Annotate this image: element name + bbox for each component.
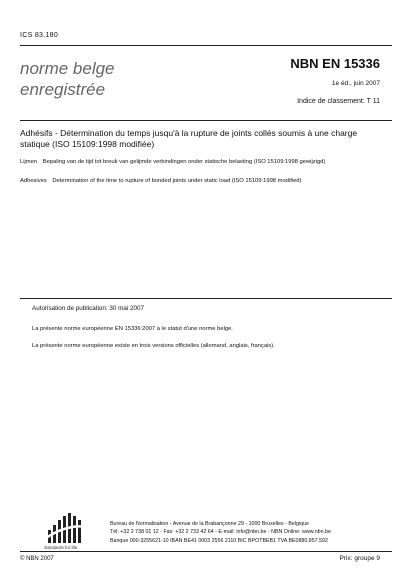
brand-line-1: norme belge	[20, 59, 115, 78]
dutch-label: Lijmen	[20, 159, 38, 165]
publication-authorization: Autorisation de publication: 30 mai 2007	[32, 305, 145, 312]
status-note: La présente norme européenne EN 15336:2007 a le statut d'une norme belge.	[32, 326, 233, 332]
top-divider	[20, 45, 392, 46]
price-group: Prix: groupe 9	[339, 555, 380, 562]
footer-divider	[20, 551, 392, 552]
edition-date: 1e éd., juin 2007	[331, 80, 380, 87]
copyright: © NBN 2007	[20, 556, 54, 562]
dutch-title	[20, 158, 380, 166]
nbn-logo-icon	[46, 510, 94, 544]
brand-title	[20, 58, 115, 100]
address-block	[110, 520, 331, 545]
ics-code: ICS 83.180	[20, 32, 59, 39]
classification-index: Indice de classement: T 11	[297, 98, 380, 105]
logo-tagline: standards for life	[44, 545, 78, 550]
address-line-1: Bureau de Normalisation - Avenue de la Brabançonne 29 - 1000 Bruxelles - Belgique	[110, 521, 309, 527]
versions-note: La présente norme européenne existe en trois versions officielles (allemand, anglais, français).	[32, 343, 275, 349]
address-line-2: Tél: +32 2 738 01 12 - Fax: +32 2 733 42 64 - E-mail: info@nbn.be - NBN Online: www.nbn.be	[110, 529, 331, 536]
address-line-3: Banque 000-3255621-10 IBAN BE41 0003 2556 2110 BIC BPOTBEB1 TVA BE0880.857.592	[110, 537, 328, 544]
publication-frame	[20, 298, 392, 539]
dutch-title-text: Bepaling van de tijd tot breuk van gelijmde verbindingen onder statische belasting (ISO 15109:1998 gewijzigd)	[42, 159, 326, 165]
title-divider	[20, 120, 392, 121]
brand-line-2: enregistrée	[20, 80, 106, 99]
french-title: Adhésifs - Détermination du temps jusqu'à la rupture de joints collés soumis à une charge statique (ISO 15109:1998 modifiée)	[20, 128, 358, 149]
english-title-text: Determination of the time to rupture of bonded joints under static load (ISO 15109:1998 modified)	[52, 178, 302, 184]
standard-code: NBN EN 15336	[290, 56, 380, 71]
english-title	[20, 177, 390, 185]
english-label: Adhesives	[20, 178, 47, 184]
